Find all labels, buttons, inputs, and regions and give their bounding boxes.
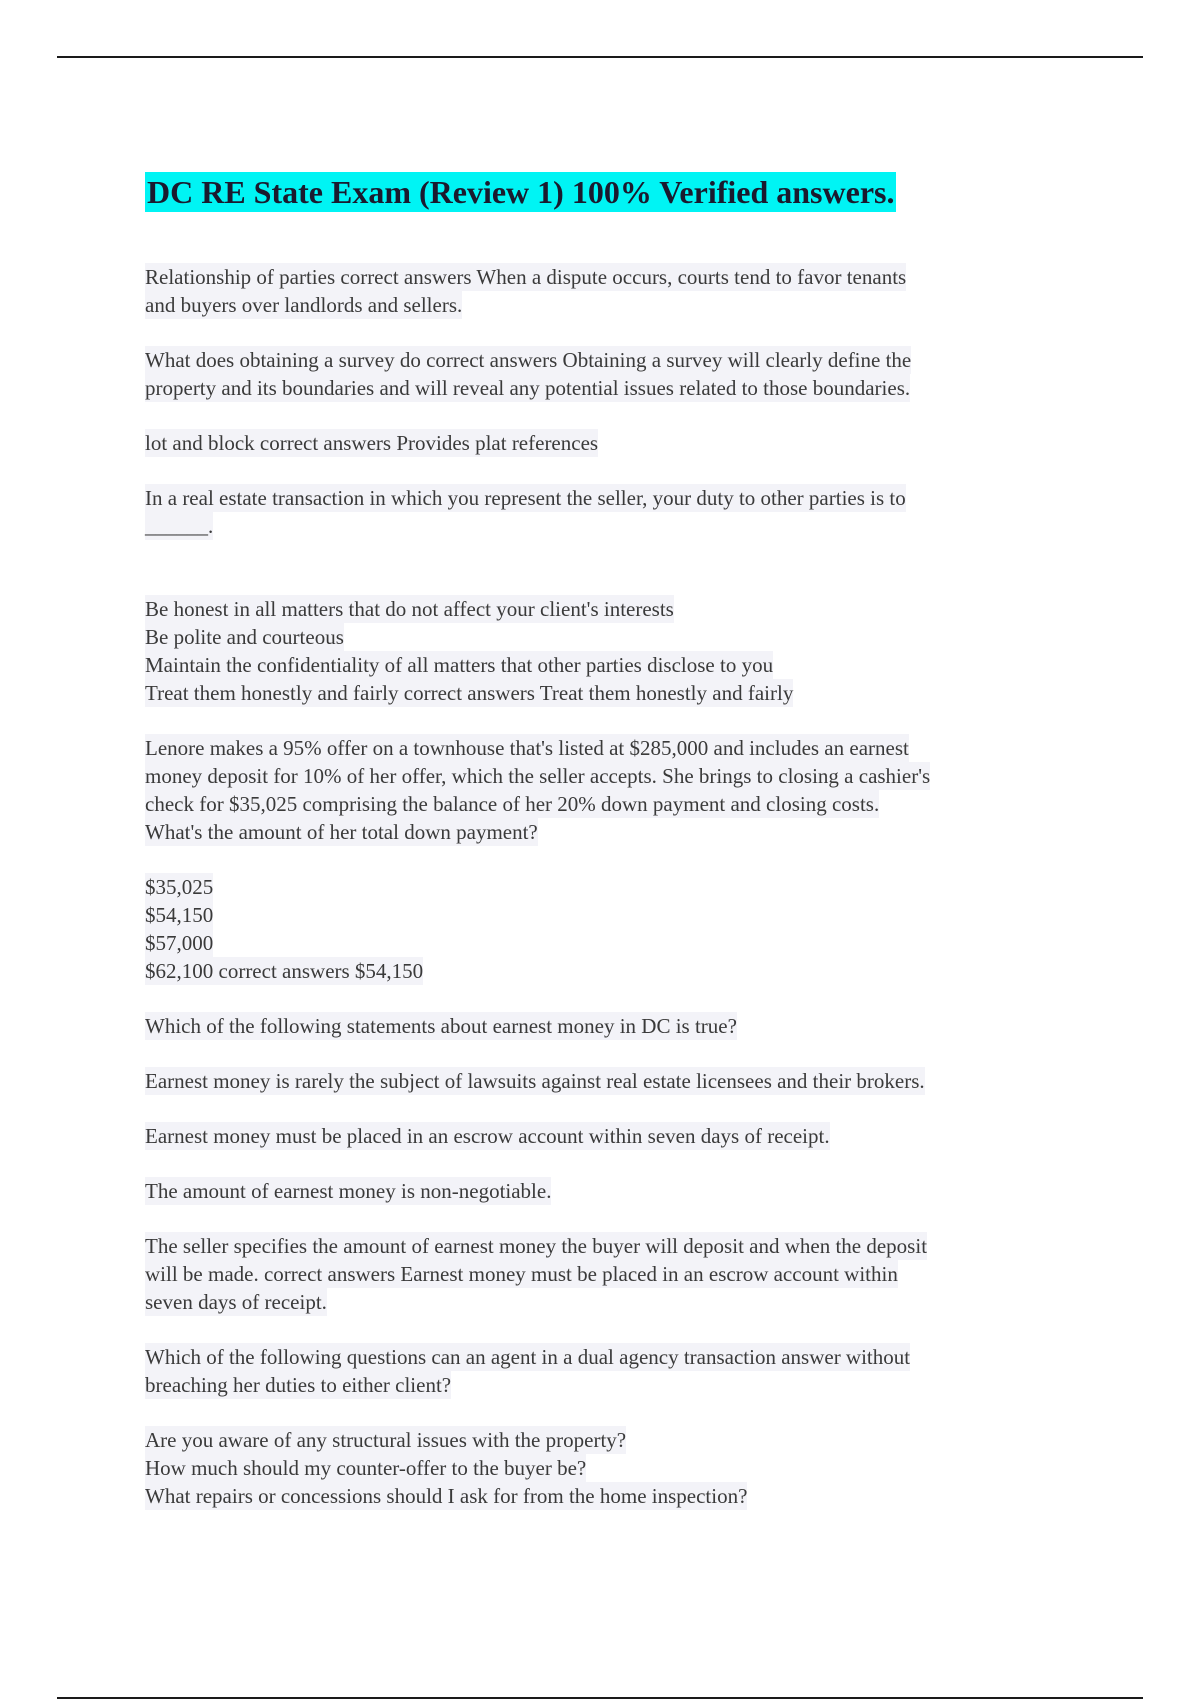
text-line: seven days of receipt. <box>145 1290 327 1314</box>
paragraph-earnest-option-3 <box>145 1177 1075 1205</box>
text-line: $62,100 correct answers $54,150 <box>145 959 424 983</box>
top-rule <box>57 56 1143 58</box>
text-line: What repairs or concessions should I ask for from the home inspection? <box>145 1484 748 1508</box>
text-line: In a real estate transaction in which you represent the seller, your duty to other parties is to <box>145 486 906 510</box>
text-line: money deposit for 10% of her offer, which the seller accepts. She brings to closing a cashier's <box>145 764 931 788</box>
text-line: Which of the following questions can an agent in a dual agency transaction answer without <box>145 1345 911 1369</box>
document-body <box>145 170 1075 1537</box>
text-line: What does obtaining a survey do correct answers Obtaining a survey will clearly define the <box>145 348 912 372</box>
text-line: $35,025 <box>145 875 214 899</box>
text-line: lot and block correct answers Provides plat references <box>145 431 599 455</box>
text-line: check for $35,025 comprising the balance of her 20% down payment and closing costs. <box>145 792 880 816</box>
paragraph-dual-agency-options <box>145 1426 1075 1510</box>
text-line: How much should my counter-offer to the buyer be? <box>145 1456 587 1480</box>
text-line: property and its boundaries and will reveal any potential issues related to those boundaries. <box>145 376 911 400</box>
bottom-rule <box>57 1697 1143 1699</box>
title-wrap <box>145 170 1075 215</box>
paragraph-earnest-option-1 <box>145 1067 1075 1095</box>
text-line: Are you aware of any structural issues with the property? <box>145 1428 627 1452</box>
paragraph-dual-agency-question <box>145 1343 1075 1399</box>
text-line: Maintain the confidentiality of all matters that other parties disclose to you <box>145 653 774 677</box>
text-line: Which of the following statements about earnest money in DC is true? <box>145 1014 737 1038</box>
document-title: DC RE State Exam (Review 1) 100% Verified answers. <box>147 174 895 210</box>
paragraph-relationship-of-parties <box>145 263 1075 319</box>
text-line: Be polite and courteous <box>145 625 344 649</box>
paragraph-lot-and-block <box>145 429 1075 457</box>
text-line: The seller specifies the amount of earnest money the buyer will deposit and when the deposit <box>145 1234 928 1258</box>
text-line: Earnest money is rarely the subject of lawsuits against real estate licensees and their brokers. <box>145 1069 925 1093</box>
text-line: Lenore makes a 95% offer on a townhouse that's listed at $285,000 and includes an earnest <box>145 736 909 760</box>
text-line: and buyers over landlords and sellers. <box>145 293 463 317</box>
paragraph-seller-duty-question <box>145 484 1075 540</box>
text-line: breaching her duties to either client? <box>145 1373 452 1397</box>
paragraph-earnest-option-4-answer <box>145 1232 1075 1316</box>
text-line: $54,150 <box>145 903 214 927</box>
paragraph-lenore-options <box>145 873 1075 985</box>
paragraph-seller-duty-options <box>145 595 1075 707</box>
text-line: $57,000 <box>145 931 214 955</box>
text-line: Relationship of parties correct answers When a dispute occurs, courts tend to favor tenants <box>145 265 907 289</box>
paragraph-earnest-option-2 <box>145 1122 1075 1150</box>
text-line: ______. <box>145 514 214 538</box>
paragraph-earnest-money-question <box>145 1012 1075 1040</box>
paragraph-lenore-question <box>145 734 1075 846</box>
text-line: Be honest in all matters that do not affect your client's interests <box>145 597 674 621</box>
text-line: What's the amount of her total down payment? <box>145 820 538 844</box>
text-line: The amount of earnest money is non-negotiable. <box>145 1179 552 1203</box>
text-line: Treat them honestly and fairly correct answers Treat them honestly and fairly <box>145 681 794 705</box>
text-line: Earnest money must be placed in an escrow account within seven days of receipt. <box>145 1124 830 1148</box>
text-line: will be made. correct answers Earnest money must be placed in an escrow account within <box>145 1262 898 1286</box>
paragraph-survey <box>145 346 1075 402</box>
